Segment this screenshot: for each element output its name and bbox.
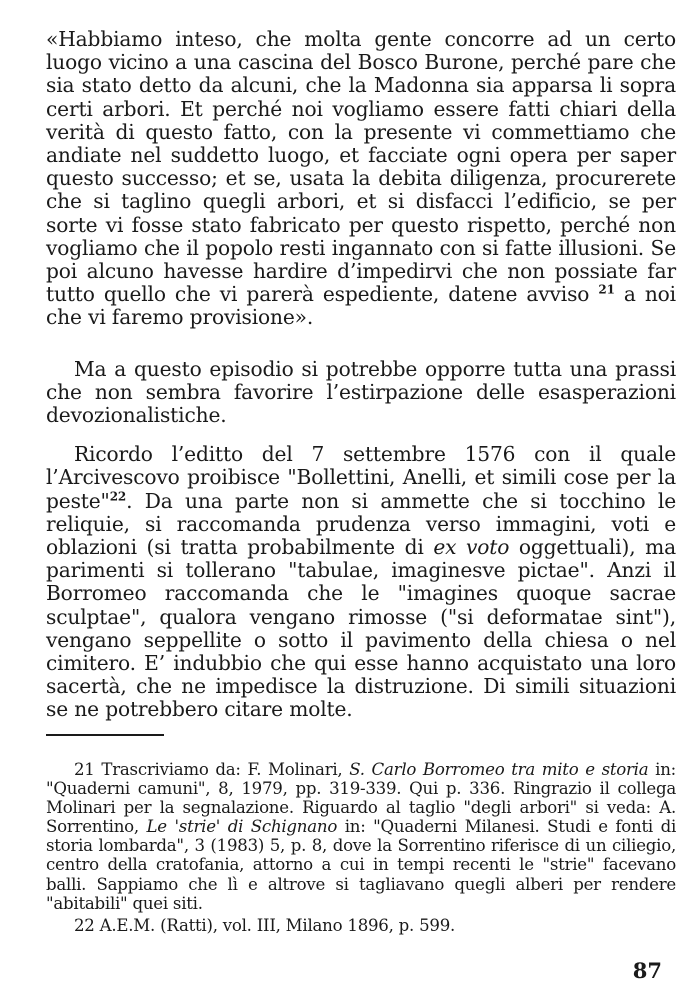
footnote-text: in: "Quaderni camuni", 8, 1979, pp. 319-339. Qui p. 336. Ringrazio il collega Molinari per la segnalazione. Riguardo al taglio "degli arbori" si veda: A. Sorrentino, <box>46 760 676 837</box>
footnotes <box>46 760 676 935</box>
quote-paragraph <box>46 28 676 330</box>
paragraph-text: Ricordo l’editto del 7 settembre 1576 con il quale l’Arcivescovo proibisce "Bollettini, Anelli, et simili cose per la peste" <box>46 442 676 513</box>
paragraph-text: oggettuali), ma parimenti si tollerano "tabulae, imaginesve pictae". Anzi il Borromeo raccomanda che le "imagines quoque sacrae sculptae", qualora vengano rimosse ("si deformatae sint"), vengano seppellite o sotto il pavimento della chiesa o nel cimitero. E’ indubbio che qui esse hanno acquistato una loro sacertà, che ne impedisce la distruzione. Di simili situazioni se ne potrebbero citare molte. <box>46 535 677 722</box>
footnote-21 <box>46 760 676 913</box>
paragraph-text: . Da una parte non si ammette che si tocchino le reliquie, si raccomanda prudenza verso immagini, voti e oblazioni (si tratta probabilmente di <box>46 488 676 560</box>
footnote-22 <box>46 916 676 935</box>
footnote-text: in: "Quaderni Milanesi. Studi e fonti di storia lombarda", 3 (1983) 5, p. 8, dove la Sorrentino riferisce di un ciliegio, centro della cratofania, attorno a cui in tempi recenti le "strie" facevano balli. Sappiamo che lì e altrove si tagliavano quegli alberi per rendere "abitabili" quei siti. <box>46 817 676 913</box>
footnote-divider <box>46 734 164 736</box>
cited-title: S. Carlo Borromeo tra mito e storia <box>349 760 649 779</box>
cited-title: Le 'strie' di Schignano <box>146 817 338 837</box>
footnote-number: 22 <box>74 915 95 935</box>
page-body <box>46 28 676 722</box>
italic-term: ex voto <box>433 535 510 560</box>
page-number: 87 <box>632 958 662 983</box>
footnote-number: 21 <box>74 760 95 779</box>
footnote-text: A.E.M. (Ratti), vol. III, Milano 1896, p. 599. <box>99 915 456 935</box>
quote-text-end: a noi che vi faremo provisione». <box>46 282 676 330</box>
body-paragraph <box>46 443 676 721</box>
footnote-text: Trascriviamo da: F. Molinari, <box>101 760 350 779</box>
quote-text: «Habbiamo inteso, che molta gente concorre ad un certo luogo vicino a una cascina del Bosco Burone, perché pare che sia stato detto da alcuni, che la Madonna sia apparsa li sopra certi arbori. Et perché noi vogliamo essere fatti chiari della verità di questo fatto, con la presente vi commettiamo che andiate nel suddetto luogo, et facciate ogni opera per saper questo successo; et se, usata la debita diligenza, procurerete che si taglino quegli arbori, et si disfacci l’edificio, se per sorte vi fosse stato fabricato per questo rispetto, perché non vogliamo che il popolo resti ingannato con si fatte illusioni. Se poi alcuno havesse hardire d’impedirvi che non possiate far tutto quello che vi parerà espediente, datene avviso <box>46 27 676 307</box>
footnote-ref-22[interactable]: 22 <box>109 488 127 503</box>
body-paragraph: Ma a questo episodio si potrebbe opporre tutta una prassi che non sembra favorire l’estirpazione delle esasperazioni devozionalistiche. <box>46 356 676 428</box>
footnote-ref-21[interactable]: 21 <box>598 282 615 297</box>
